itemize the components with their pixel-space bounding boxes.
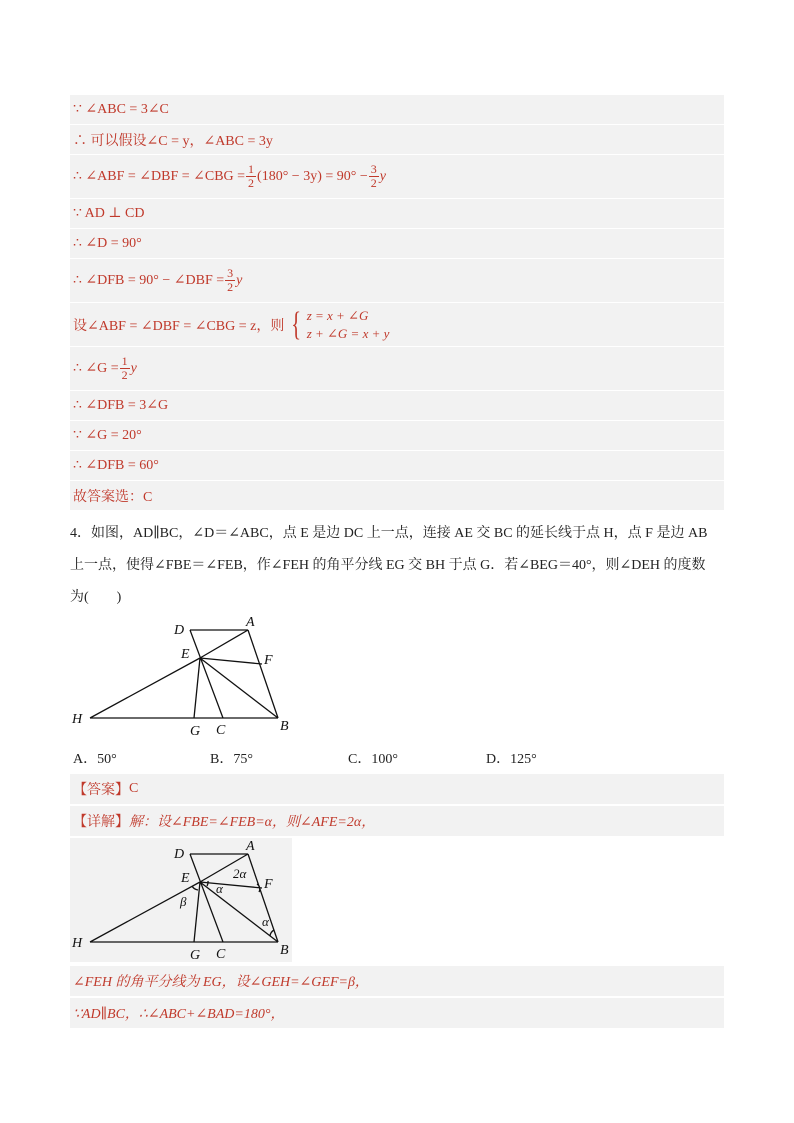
option-a[interactable]: A．50°	[73, 752, 117, 767]
solution-line: 故答案选：C	[70, 481, 724, 511]
solution-line: 设∠ABF = ∠DBF = ∠CBG = z，则 { z = x + ∠G z + ∠G = x + y	[70, 303, 724, 347]
solution-line: ∴ ∠D = 90°	[70, 229, 724, 259]
label-2alpha: 2α	[233, 866, 247, 881]
fraction: $\frac{3}{2}$	[227, 266, 234, 294]
label-B: B	[280, 719, 289, 734]
solution-block	[70, 95, 724, 511]
label-B: B	[280, 943, 289, 958]
option-d[interactable]: D．125°	[486, 752, 537, 767]
solution-line: ∴ 可以假设∠C = y，∠ABC = 3y	[70, 125, 724, 155]
question-line: 上一点，使得∠FBE＝∠FEB，作∠FEH 的角平分线 EG 交 BH 于点 G．若∠BEG＝40°，则∠DEH 的度数	[70, 558, 706, 573]
label-F: F	[264, 653, 273, 668]
solution-line: ∴ ∠ABF = ∠DBF = ∠CBG = $\frac{1}{2}$ (180° − 3y) = 90° − $\frac{3}{2}$ y	[70, 155, 724, 199]
equation-system: { z = x + ∠G z + ∠G = x + y	[291, 305, 390, 343]
solution-line: ∴ ∠DFB = 3∠G	[70, 391, 724, 421]
label-E: E	[181, 871, 190, 886]
option-c[interactable]: C．100°	[348, 752, 398, 767]
fraction: $\frac{1}{2}$	[248, 162, 255, 190]
geometry-figure	[70, 612, 300, 740]
solution-line: ∴ ∠DFB = 60°	[70, 451, 724, 481]
solution-line: ∵ ∠G = 20°	[70, 421, 724, 451]
annotated-geometry-figure	[70, 836, 300, 964]
detail-text: 解：设∠FBE=∠FEB=α，则∠AFE=2α，	[129, 815, 376, 830]
label-alpha-e: α	[216, 881, 223, 896]
label-G: G	[190, 948, 201, 963]
label-C: C	[216, 947, 226, 962]
solution-line: ∴ ∠DFB = 90° − ∠DBF = $\frac{3}{2}$ y	[70, 259, 724, 303]
detail-row	[70, 806, 724, 836]
label-A: A	[246, 839, 255, 854]
solution-line: ∴ ∠G = $\frac{1}{2}$ y	[70, 347, 724, 391]
option-b[interactable]: B．75°	[210, 752, 253, 767]
question-line: 为( )	[70, 590, 122, 605]
label-beta: β	[180, 894, 187, 909]
label-G: G	[190, 724, 201, 739]
label-A: A	[246, 615, 255, 630]
answer-row	[70, 774, 724, 804]
label-F: F	[264, 877, 273, 892]
label-H: H	[72, 712, 83, 727]
label-E: E	[181, 647, 190, 662]
label-alpha-b: α	[262, 914, 269, 929]
answer-value: C	[129, 781, 139, 796]
label-C: C	[216, 723, 226, 738]
solution-line: ∵ AD ⊥ CD	[70, 199, 724, 229]
detail-line: ∵AD∥BC，∴∠ABC+∠BAD=180°，	[70, 998, 724, 1028]
detail-line: ∠FEH 的角平分线为 EG，设∠GEH=∠GEF=β，	[70, 966, 724, 996]
label-D: D	[174, 623, 185, 638]
fraction: $\frac{1}{2}$	[121, 354, 128, 382]
detail-bracket: 【详解】	[73, 815, 129, 830]
question-line: 4．如图，AD∥BC，∠D＝∠ABC，点 E 是边 DC 上一点，连接 AE 交 BC 的延长线于点 H，点 F 是边 AB	[70, 526, 708, 541]
solution-line: ∵ ∠ABC = 3∠C	[70, 95, 724, 125]
label-H: H	[72, 936, 83, 951]
label-D: D	[174, 847, 185, 862]
fraction: $\frac{3}{2}$	[370, 162, 377, 190]
answer-bracket: 【答案】	[73, 783, 129, 798]
